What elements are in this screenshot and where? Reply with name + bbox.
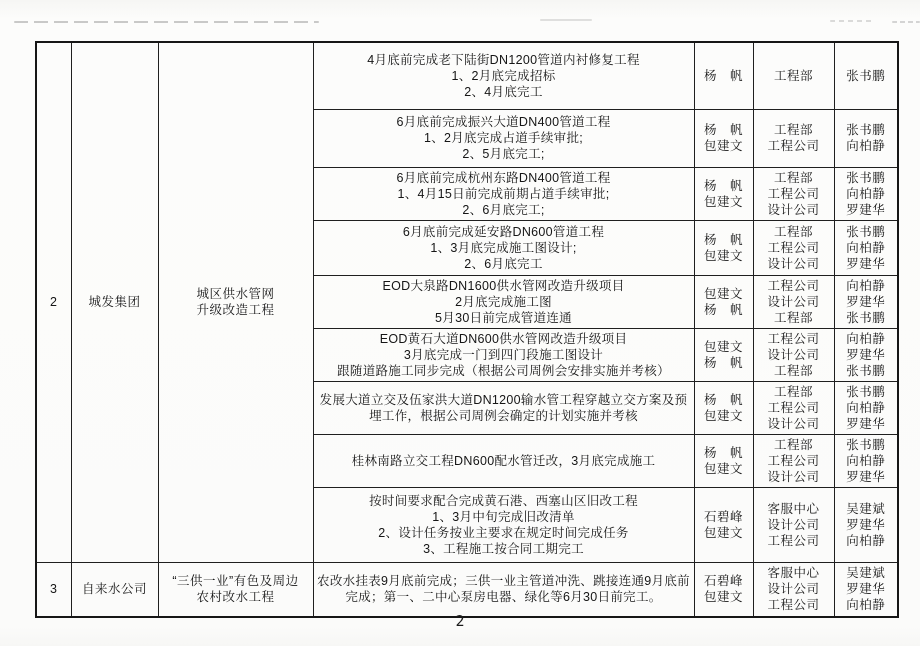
task-cell-line: 2、设计任务按业主要求在规定时间完成任务 — [378, 525, 629, 540]
lead-cell — [694, 275, 753, 328]
project-cell — [158, 42, 313, 562]
responsible-cell-line: 罗建华 — [846, 347, 886, 362]
company-cell-line: 自来水公司 — [81, 582, 147, 597]
department-cell-line: 工程部 — [773, 123, 813, 137]
department-cell-line: 设计公司 — [767, 517, 820, 532]
department-cell-line: 设计公司 — [767, 256, 820, 271]
responsible-cell-line: 罗建华 — [846, 416, 886, 431]
lead-cell-line: 石碧峰 — [703, 509, 743, 524]
department-cell-line: 工程公司 — [767, 186, 820, 201]
lead-cell-line: 包建文 — [703, 525, 743, 540]
responsible-cell-line: 向柏静 — [846, 533, 886, 548]
project-cell-line: 升级改造工程 — [196, 303, 275, 318]
lead-cell — [694, 562, 753, 617]
task-cell — [313, 434, 694, 487]
department-cell-line: 工程部 — [773, 363, 813, 378]
task-cell — [313, 275, 694, 328]
department-cell — [753, 381, 834, 434]
responsible-cell-line: 罗建华 — [846, 469, 886, 484]
responsible-cell-line: 吴建斌 — [846, 501, 886, 516]
task-cell — [313, 42, 694, 109]
table-row — [36, 562, 898, 617]
department-cell-line: 工程公司 — [767, 139, 820, 153]
project-cell-line: 农村改水工程 — [196, 590, 275, 605]
responsible-cell — [834, 487, 898, 562]
task-cell-line: EOD黄石大道DN600供水管网改造升级项目 — [379, 331, 628, 346]
responsible-cell-line: 向柏静 — [846, 400, 886, 415]
task-cell-line: 2、4月底完工 — [464, 84, 543, 99]
lead-cell — [694, 220, 753, 275]
department-cell — [753, 220, 834, 275]
task-cell-line: 1、3月中旬完成旧改清单 — [432, 509, 575, 524]
lead-cell-line: 杨 帆 — [703, 445, 743, 460]
department-cell-line: 设计公司 — [767, 294, 820, 309]
task-cell-line: 3、工程施工按合同工期完工 — [423, 541, 584, 556]
task-cell-line: 农改水挂表9月底前完成；三供一业主管道冲洗、跳接连通9月底前完成；第一、二中心泵房电器、绿化等6月30日前完工。 — [317, 574, 690, 605]
responsible-cell-line: 罗建华 — [846, 582, 886, 597]
department-cell-line: 设计公司 — [767, 582, 820, 597]
responsible-cell — [834, 434, 898, 487]
company-cell — [71, 562, 158, 617]
task-cell-line: EOD大泉路DN1600供水管网改造升级项目 — [382, 278, 625, 293]
responsible-cell — [834, 220, 898, 275]
project-cell-line: “三供一业”有色及周边 — [172, 574, 299, 589]
department-cell-line: 工程公司 — [767, 278, 820, 293]
task-cell — [313, 167, 694, 220]
department-cell-line: 工程公司 — [767, 400, 820, 415]
responsible-cell-line: 向柏静 — [846, 240, 886, 255]
responsible-cell — [834, 328, 898, 381]
responsible-cell — [834, 275, 898, 328]
department-cell-line: 工程部 — [773, 310, 813, 325]
lead-cell-line: 杨 帆 — [703, 178, 743, 193]
lead-cell-line: 杨 帆 — [703, 392, 743, 407]
responsible-cell — [834, 42, 898, 109]
department-cell-line: 工程部 — [773, 68, 813, 83]
lead-cell-line: 包建文 — [703, 339, 743, 354]
task-cell-line: 2月底完成施工图 — [455, 294, 552, 309]
department-cell-line: 工程部 — [773, 384, 813, 399]
company-cell — [71, 42, 158, 562]
responsible-cell-line: 向柏静 — [846, 139, 886, 153]
department-cell-line: 工程部 — [773, 170, 813, 185]
project-cell-line: 城区供水管网 — [196, 287, 275, 302]
task-cell-line: 发展大道立交及伍家洪大道DN1200输水管工程穿越立交方案及预埋工作，根据公司周例会确定的计划实施并考核 — [319, 392, 688, 423]
department-cell-line: 工程公司 — [767, 598, 820, 613]
department-cell — [753, 275, 834, 328]
department-cell-line: 工程公司 — [767, 453, 820, 468]
department-cell — [753, 42, 834, 109]
task-cell — [313, 562, 694, 617]
responsible-cell-line: 张书鹏 — [846, 310, 886, 325]
serial-cell — [36, 42, 71, 562]
responsible-cell-line: 罗建华 — [846, 294, 886, 309]
serial-cell-line: 3 — [50, 582, 58, 597]
lead-cell-line: 包建文 — [703, 461, 743, 476]
lead-cell-line: 包建文 — [703, 248, 743, 263]
responsible-cell-line: 向柏静 — [846, 598, 886, 613]
table-row — [36, 42, 898, 109]
task-cell-line: 2、6月底完工; — [462, 202, 545, 217]
lead-cell-line: 包建文 — [703, 590, 743, 605]
department-cell-line: 设计公司 — [767, 202, 820, 217]
task-cell-line: 按时间要求配合完成黄石港、西塞山区旧改工程 — [369, 493, 638, 508]
department-cell-line: 设计公司 — [767, 469, 820, 484]
responsible-cell-line: 张书鹏 — [846, 363, 886, 378]
task-cell-line: 桂林南路立交工程DN600配水管迁改，3月底完成施工 — [351, 453, 656, 468]
responsible-cell-line: 向柏静 — [846, 331, 886, 346]
department-cell — [753, 328, 834, 381]
department-cell — [753, 167, 834, 220]
serial-cell-line: 2 — [50, 295, 58, 310]
department-cell-line: 设计公司 — [767, 347, 820, 362]
company-cell-line: 城发集团 — [88, 295, 141, 310]
lead-cell — [694, 167, 753, 220]
department-cell-line: 客服中心 — [767, 501, 820, 516]
responsible-cell-line: 向柏静 — [846, 278, 886, 293]
responsible-cell — [834, 562, 898, 617]
department-cell-line: 工程部 — [773, 437, 813, 452]
department-cell-line: 设计公司 — [767, 416, 820, 431]
responsible-cell-line: 吴建斌 — [846, 566, 886, 581]
lead-cell-line: 杨 帆 — [703, 232, 743, 247]
responsible-cell-line: 罗建华 — [846, 256, 886, 271]
department-cell — [753, 434, 834, 487]
plan-table-body — [36, 42, 898, 617]
lead-cell-line: 杨 帆 — [703, 68, 743, 83]
lead-cell-line: 杨 帆 — [703, 123, 743, 137]
responsible-cell-line: 张书鹏 — [846, 437, 886, 452]
scan-artifact — [830, 20, 872, 22]
task-cell — [313, 328, 694, 381]
department-cell — [753, 562, 834, 617]
lead-cell-line: 包建文 — [703, 286, 743, 301]
task-cell-line: 3月底完成一门到四门段施工图设计 — [403, 347, 604, 362]
responsible-cell-line: 张书鹏 — [846, 384, 886, 399]
department-cell — [753, 487, 834, 562]
responsible-cell-line: 向柏静 — [846, 453, 886, 468]
department-cell-line: 工程公司 — [767, 331, 820, 346]
responsible-cell — [834, 167, 898, 220]
task-cell-line: 1、3月底完成施工图设计; — [430, 240, 577, 255]
responsible-cell — [834, 109, 898, 167]
task-cell-line: 2、5月底完工; — [462, 147, 545, 161]
department-cell-line: 工程部 — [773, 224, 813, 239]
scan-artifact — [540, 19, 592, 21]
scan-artifact — [14, 21, 319, 23]
project-cell — [158, 562, 313, 617]
responsible-cell-line: 张书鹏 — [846, 123, 886, 137]
task-cell-line: 6月底前完成延安路DN600管道工程 — [402, 224, 605, 239]
task-cell-line: 6月底前完成振兴大道DN400管道工程 — [396, 115, 611, 129]
lead-cell-line: 包建文 — [703, 194, 743, 209]
task-cell-line: 4月底前完成老下陆街DN1200管道内衬修复工程 — [367, 52, 640, 67]
serial-cell — [36, 562, 71, 617]
department-cell — [753, 109, 834, 167]
task-cell — [313, 109, 694, 167]
department-cell-line: 工程公司 — [767, 240, 820, 255]
task-cell-line: 1、4月15日前完成前期占道手续审批; — [397, 186, 610, 201]
plan-table — [35, 41, 899, 618]
lead-cell-line: 杨 帆 — [703, 355, 743, 370]
lead-cell-line: 杨 帆 — [703, 302, 743, 317]
department-cell-line: 工程公司 — [767, 533, 820, 548]
task-cell-line: 跟随道路施工同步完成（根据公司周例会安排实施并考核） — [337, 363, 670, 378]
task-cell — [313, 381, 694, 434]
lead-cell — [694, 381, 753, 434]
page-number: 2 — [455, 612, 465, 630]
responsible-cell-line: 张书鹏 — [846, 170, 886, 185]
responsible-cell-line: 罗建华 — [846, 202, 886, 217]
responsible-cell-line: 向柏静 — [846, 186, 886, 201]
lead-cell — [694, 42, 753, 109]
task-cell-line: 1、2月底完成招标 — [451, 68, 556, 83]
task-cell — [313, 220, 694, 275]
task-cell-line: 5月30日前完成管道连通 — [435, 310, 572, 325]
lead-cell — [694, 434, 753, 487]
task-cell-line: 2、6月底完工 — [464, 256, 543, 271]
responsible-cell — [834, 381, 898, 434]
responsible-cell-line: 张书鹏 — [846, 68, 886, 83]
task-cell-line: 1、2月底完成占道手续审批; — [423, 131, 584, 145]
lead-cell — [694, 328, 753, 381]
task-cell — [313, 487, 694, 562]
responsible-cell-line: 罗建华 — [846, 517, 886, 532]
lead-cell-line: 包建文 — [703, 408, 743, 423]
lead-cell-line: 石碧峰 — [703, 574, 743, 589]
task-cell-line: 6月底前完成杭州东路DN400管道工程 — [396, 170, 611, 185]
department-cell-line: 客服中心 — [767, 566, 820, 581]
lead-cell — [694, 109, 753, 167]
lead-cell-line: 包建文 — [703, 139, 743, 153]
responsible-cell-line: 张书鹏 — [846, 224, 886, 239]
scan-artifact — [892, 21, 920, 23]
lead-cell — [694, 487, 753, 562]
